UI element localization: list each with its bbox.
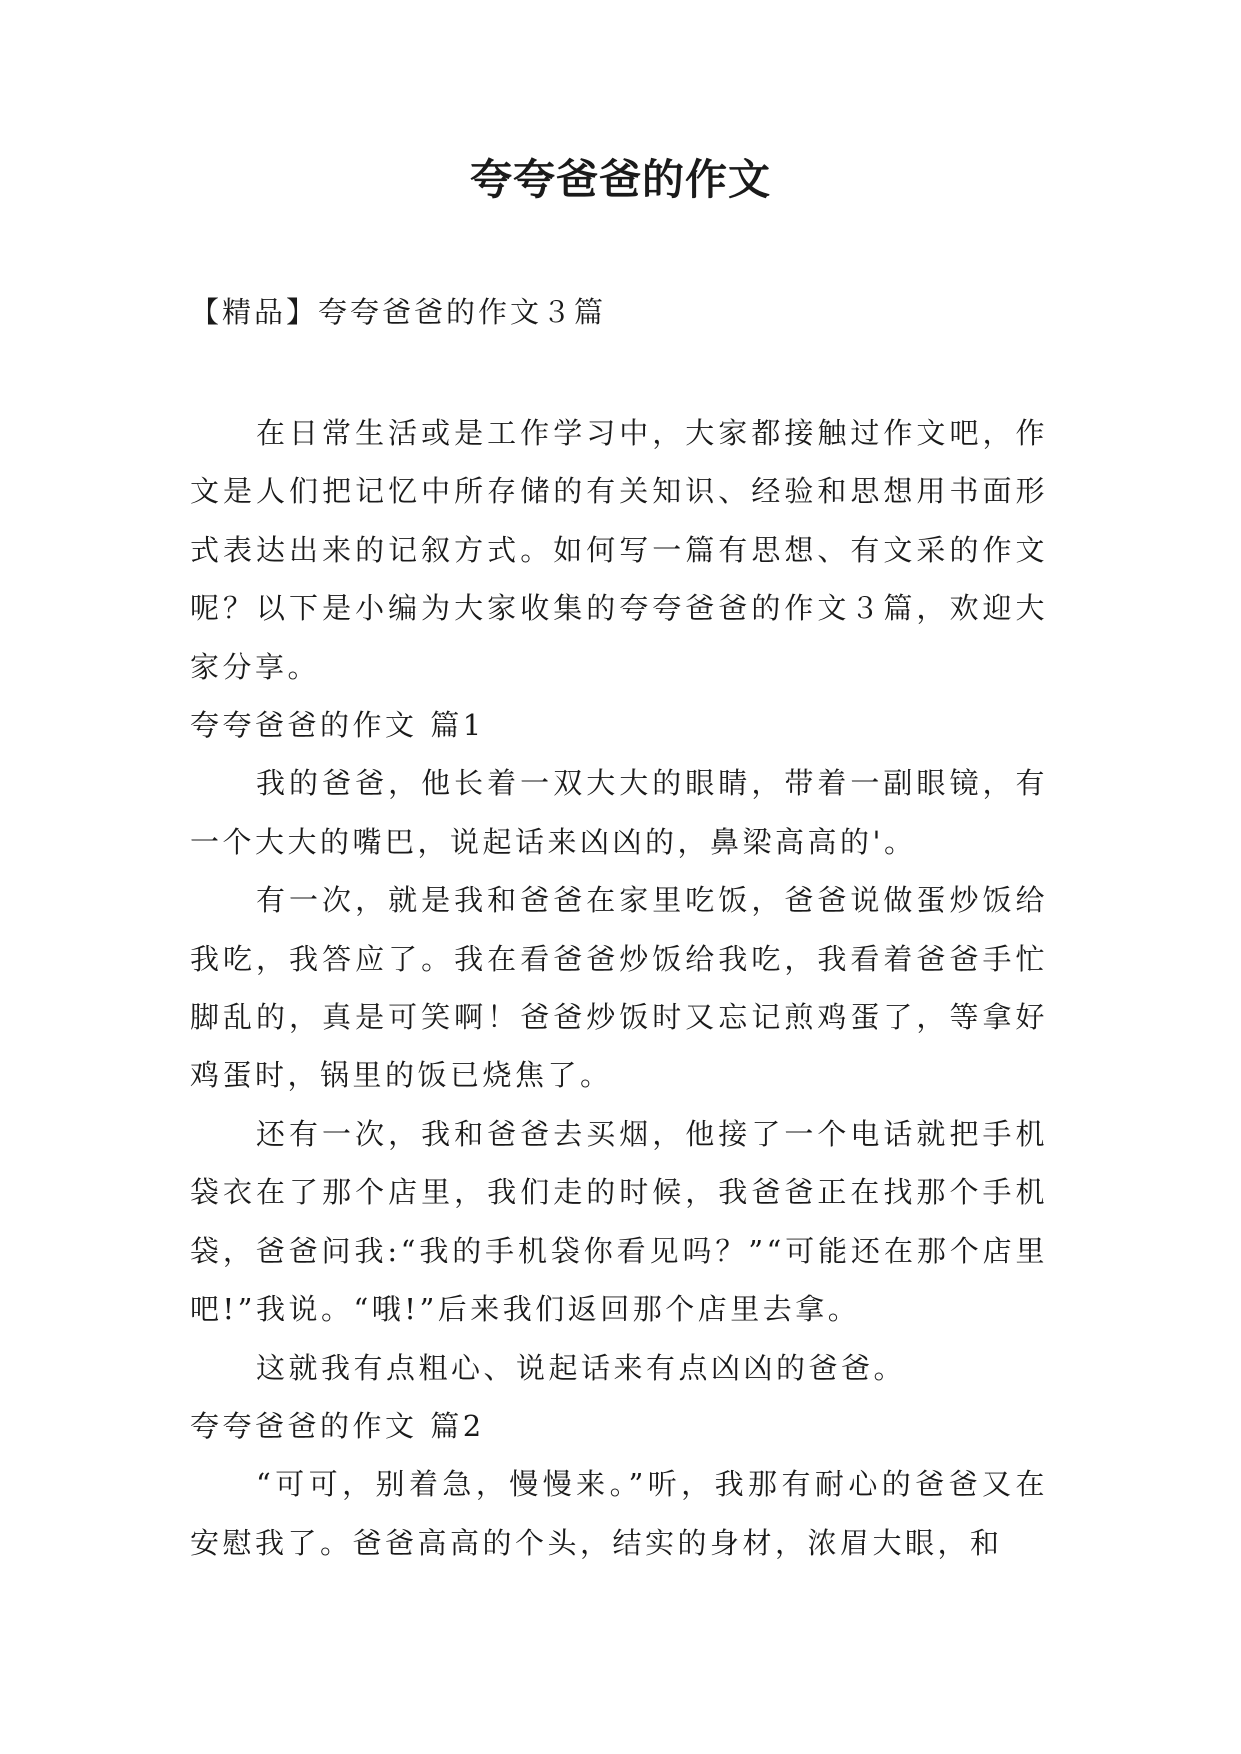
body-paragraph: 我的爸爸，他长着一双大大的眼睛，带着一副眼镜，有一个大大的嘴巴，说起话来凶凶的，鼻梁高高的'。 xyxy=(190,766,1048,859)
section-heading-2: 夸夸爸爸的作文 篇2 xyxy=(190,1408,485,1443)
document-subtitle: 【精品】夸夸爸爸的作文３篇 xyxy=(190,295,607,329)
body-paragraph: 这就我有点粗心、说起话来有点凶凶的爸爸。 xyxy=(256,1350,907,1385)
document-body xyxy=(190,404,1048,1572)
body-paragraph: “可可，别着急，慢慢来。”听，我那有耐心的爸爸又在安慰我了。爸爸高高的个头，结实的身材，浓眉大眼，和 xyxy=(190,1467,1048,1560)
intro-paragraph: 在日常生活或是工作学习中，大家都接触过作文吧，作文是人们把记忆中所存储的有关知识、经验和思想用书面形式表达出来的记叙方式。如何写一篇有思想、有文采的作文呢？以下是小编为大家收集的夸夸爸爸的作文３篇，欢迎大家分享。 xyxy=(190,416,1048,684)
section-heading-1: 夸夸爸爸的作文 篇1 xyxy=(190,708,485,743)
body-paragraph: 还有一次，我和爸爸去买烟，他接了一个电话就把手机袋衣在了那个店里，我们走的时候，我爸爸正在找那个手机袋，爸爸问我:“我的手机袋你看见吗？”“可能还在那个店里吧!”我说。“哦!”后来我们返回那个店里去拿。 xyxy=(190,1116,1048,1327)
body-paragraph: 有一次，就是我和爸爸在家里吃饭，爸爸说做蛋炒饭给我吃，我答应了。我在看爸爸炒饭给我吃，我看着爸爸手忙脚乱的，真是可笑啊！爸爸炒饭时又忘记煎鸡蛋了，等拿好鸡蛋时，锅里的饭已烧焦了。 xyxy=(190,883,1048,1093)
document-title: 夸夸爸爸的作文 xyxy=(469,155,771,204)
